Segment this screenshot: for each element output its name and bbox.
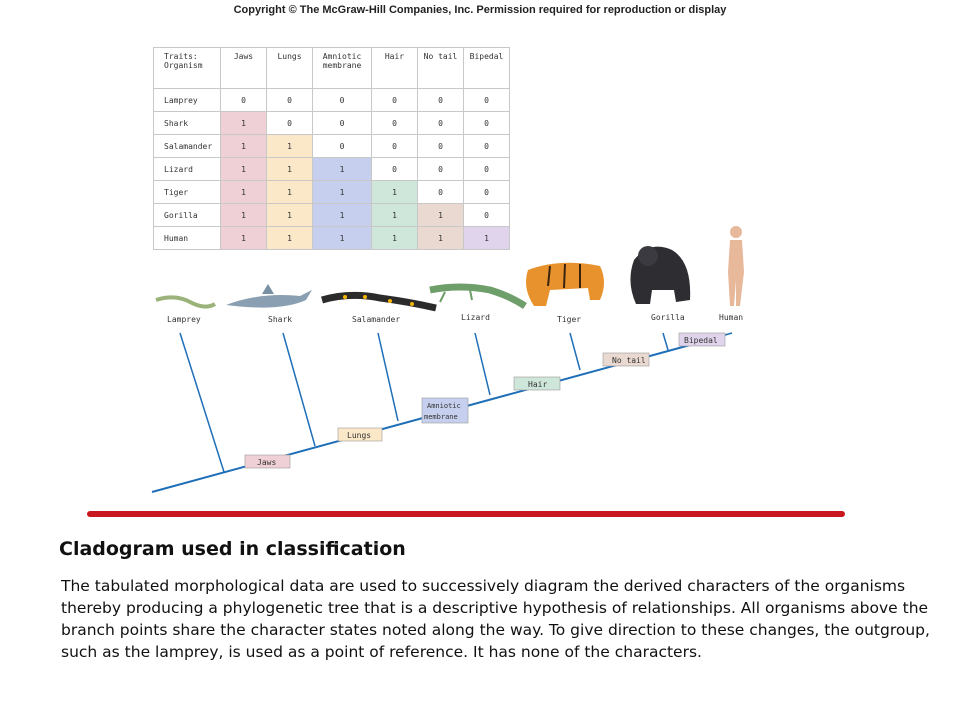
table-cell: 1 [221, 112, 267, 135]
table-cell: 0 [464, 204, 510, 227]
table-cell: 0 [372, 89, 418, 112]
table-cell: 0 [464, 135, 510, 158]
character-no-tail [603, 353, 649, 366]
table-cell: 1 [372, 181, 418, 204]
branch-lamprey [180, 333, 224, 472]
table-cell: 1 [464, 227, 510, 250]
table-cell: 0 [267, 112, 313, 135]
tiger-illustration [526, 263, 604, 306]
table-cell: 0 [418, 112, 464, 135]
table-cell: 0 [372, 112, 418, 135]
taxon-label-lamprey: Lamprey [167, 315, 201, 324]
table-cell: 0 [418, 135, 464, 158]
header-no-tail: No tail [418, 48, 464, 89]
taxon-label-shark: Shark [268, 315, 293, 324]
cladogram-stem [152, 345, 690, 492]
table-cell: 0 [313, 89, 372, 112]
branch-lizard [475, 333, 490, 395]
taxon-label-gorilla: Gorilla [651, 313, 685, 322]
taxon-label-lizard: Lizard [461, 313, 490, 322]
character-lungs [338, 428, 382, 441]
table-cell: 0 [313, 112, 372, 135]
corner-organism-label: Organism [164, 61, 203, 70]
character-label-no-tail: No tail [612, 356, 646, 365]
header-jaws: Jaws [221, 48, 267, 89]
table-cell: 1 [221, 158, 267, 181]
salamander-illustration [322, 295, 436, 308]
table-cell: 1 [372, 204, 418, 227]
character-jaws [245, 455, 290, 468]
row-organism: Tiger [154, 181, 221, 204]
header-bipedal: Bipedal [464, 48, 510, 89]
character-label-amniotic: Amniotic [427, 402, 461, 410]
table-cell: 0 [372, 158, 418, 181]
row-organism: Salamander [154, 135, 221, 158]
shark-illustration [226, 284, 312, 308]
table-cell: 0 [464, 158, 510, 181]
table-cell: 0 [464, 89, 510, 112]
table-cell: 1 [267, 158, 313, 181]
character-hair [514, 377, 560, 390]
header-lungs: Lungs [267, 48, 313, 89]
table-cell: 1 [267, 204, 313, 227]
table-cell: 1 [418, 227, 464, 250]
character-label-jaws: Jaws [257, 458, 277, 467]
character-amniotic [422, 398, 468, 423]
human-illustration [728, 226, 744, 306]
table-cell: 1 [313, 181, 372, 204]
table-cell: 1 [418, 204, 464, 227]
table-cell: 1 [313, 227, 372, 250]
slide-title: Cladogram used in classification [59, 538, 406, 560]
table-cell: 1 [221, 181, 267, 204]
lamprey-illustration [156, 297, 215, 306]
character-label-lungs: Lungs [347, 431, 372, 440]
table-cell: 1 [221, 204, 267, 227]
table-cell: 0 [464, 181, 510, 204]
taxon-label-human: Human [719, 313, 744, 322]
character-bipedal [679, 333, 725, 346]
header-hair: Hair [372, 48, 418, 89]
header-amniotic: Amniotic membrane [313, 48, 372, 89]
character-label-hair: Hair [528, 380, 548, 389]
table-cell: 0 [221, 89, 267, 112]
branch-tiger [570, 333, 580, 370]
table-cell: 1 [221, 227, 267, 250]
corner-traits-label: Traits: [164, 52, 198, 61]
row-organism: Lizard [154, 158, 221, 181]
table-cell: 1 [313, 158, 372, 181]
row-organism: Shark [154, 112, 221, 135]
table-cell: 0 [418, 158, 464, 181]
table-cell: 0 [418, 89, 464, 112]
table-cell: 0 [372, 135, 418, 158]
taxon-label-salamander: Salamander [352, 315, 401, 324]
character-label-membrane: membrane [424, 413, 458, 421]
copyright-notice: Copyright © The McGraw-Hill Companies, Inc. Permission required for reproduction or display [233, 4, 727, 16]
row-organism: Lamprey [154, 89, 221, 112]
table-cell: 1 [372, 227, 418, 250]
table-cell: 0 [267, 89, 313, 112]
table-cell: 1 [267, 227, 313, 250]
description-paragraph: The tabulated morphological data are used to successively diagram the derived characters of the organisms thereby producing a phylogenetic tree that is a descriptive hypothesis of relationships. All organisms above the branch points share the character states noted along the way. To give direction to these changes, the outgroup, such as the lamprey, is used as a point of reference. It has none of the characters. [61, 577, 930, 661]
row-organism: Human [154, 227, 221, 250]
branch-salamander [378, 333, 398, 421]
table-cell: 0 [418, 181, 464, 204]
table-cell: 1 [221, 135, 267, 158]
gorilla-illustration [630, 246, 690, 304]
table-cell: 1 [267, 135, 313, 158]
table-cell: 1 [267, 181, 313, 204]
lizard-illustration [430, 287, 525, 306]
branch-shark [283, 333, 315, 446]
character-label-bipedal: Bipedal [684, 336, 718, 345]
table-cell: 1 [313, 204, 372, 227]
taxon-label-tiger: Tiger [557, 315, 582, 324]
row-organism: Gorilla [154, 204, 221, 227]
table-cell: 0 [464, 112, 510, 135]
table-cell: 0 [313, 135, 372, 158]
branch-gorilla [663, 333, 668, 350]
